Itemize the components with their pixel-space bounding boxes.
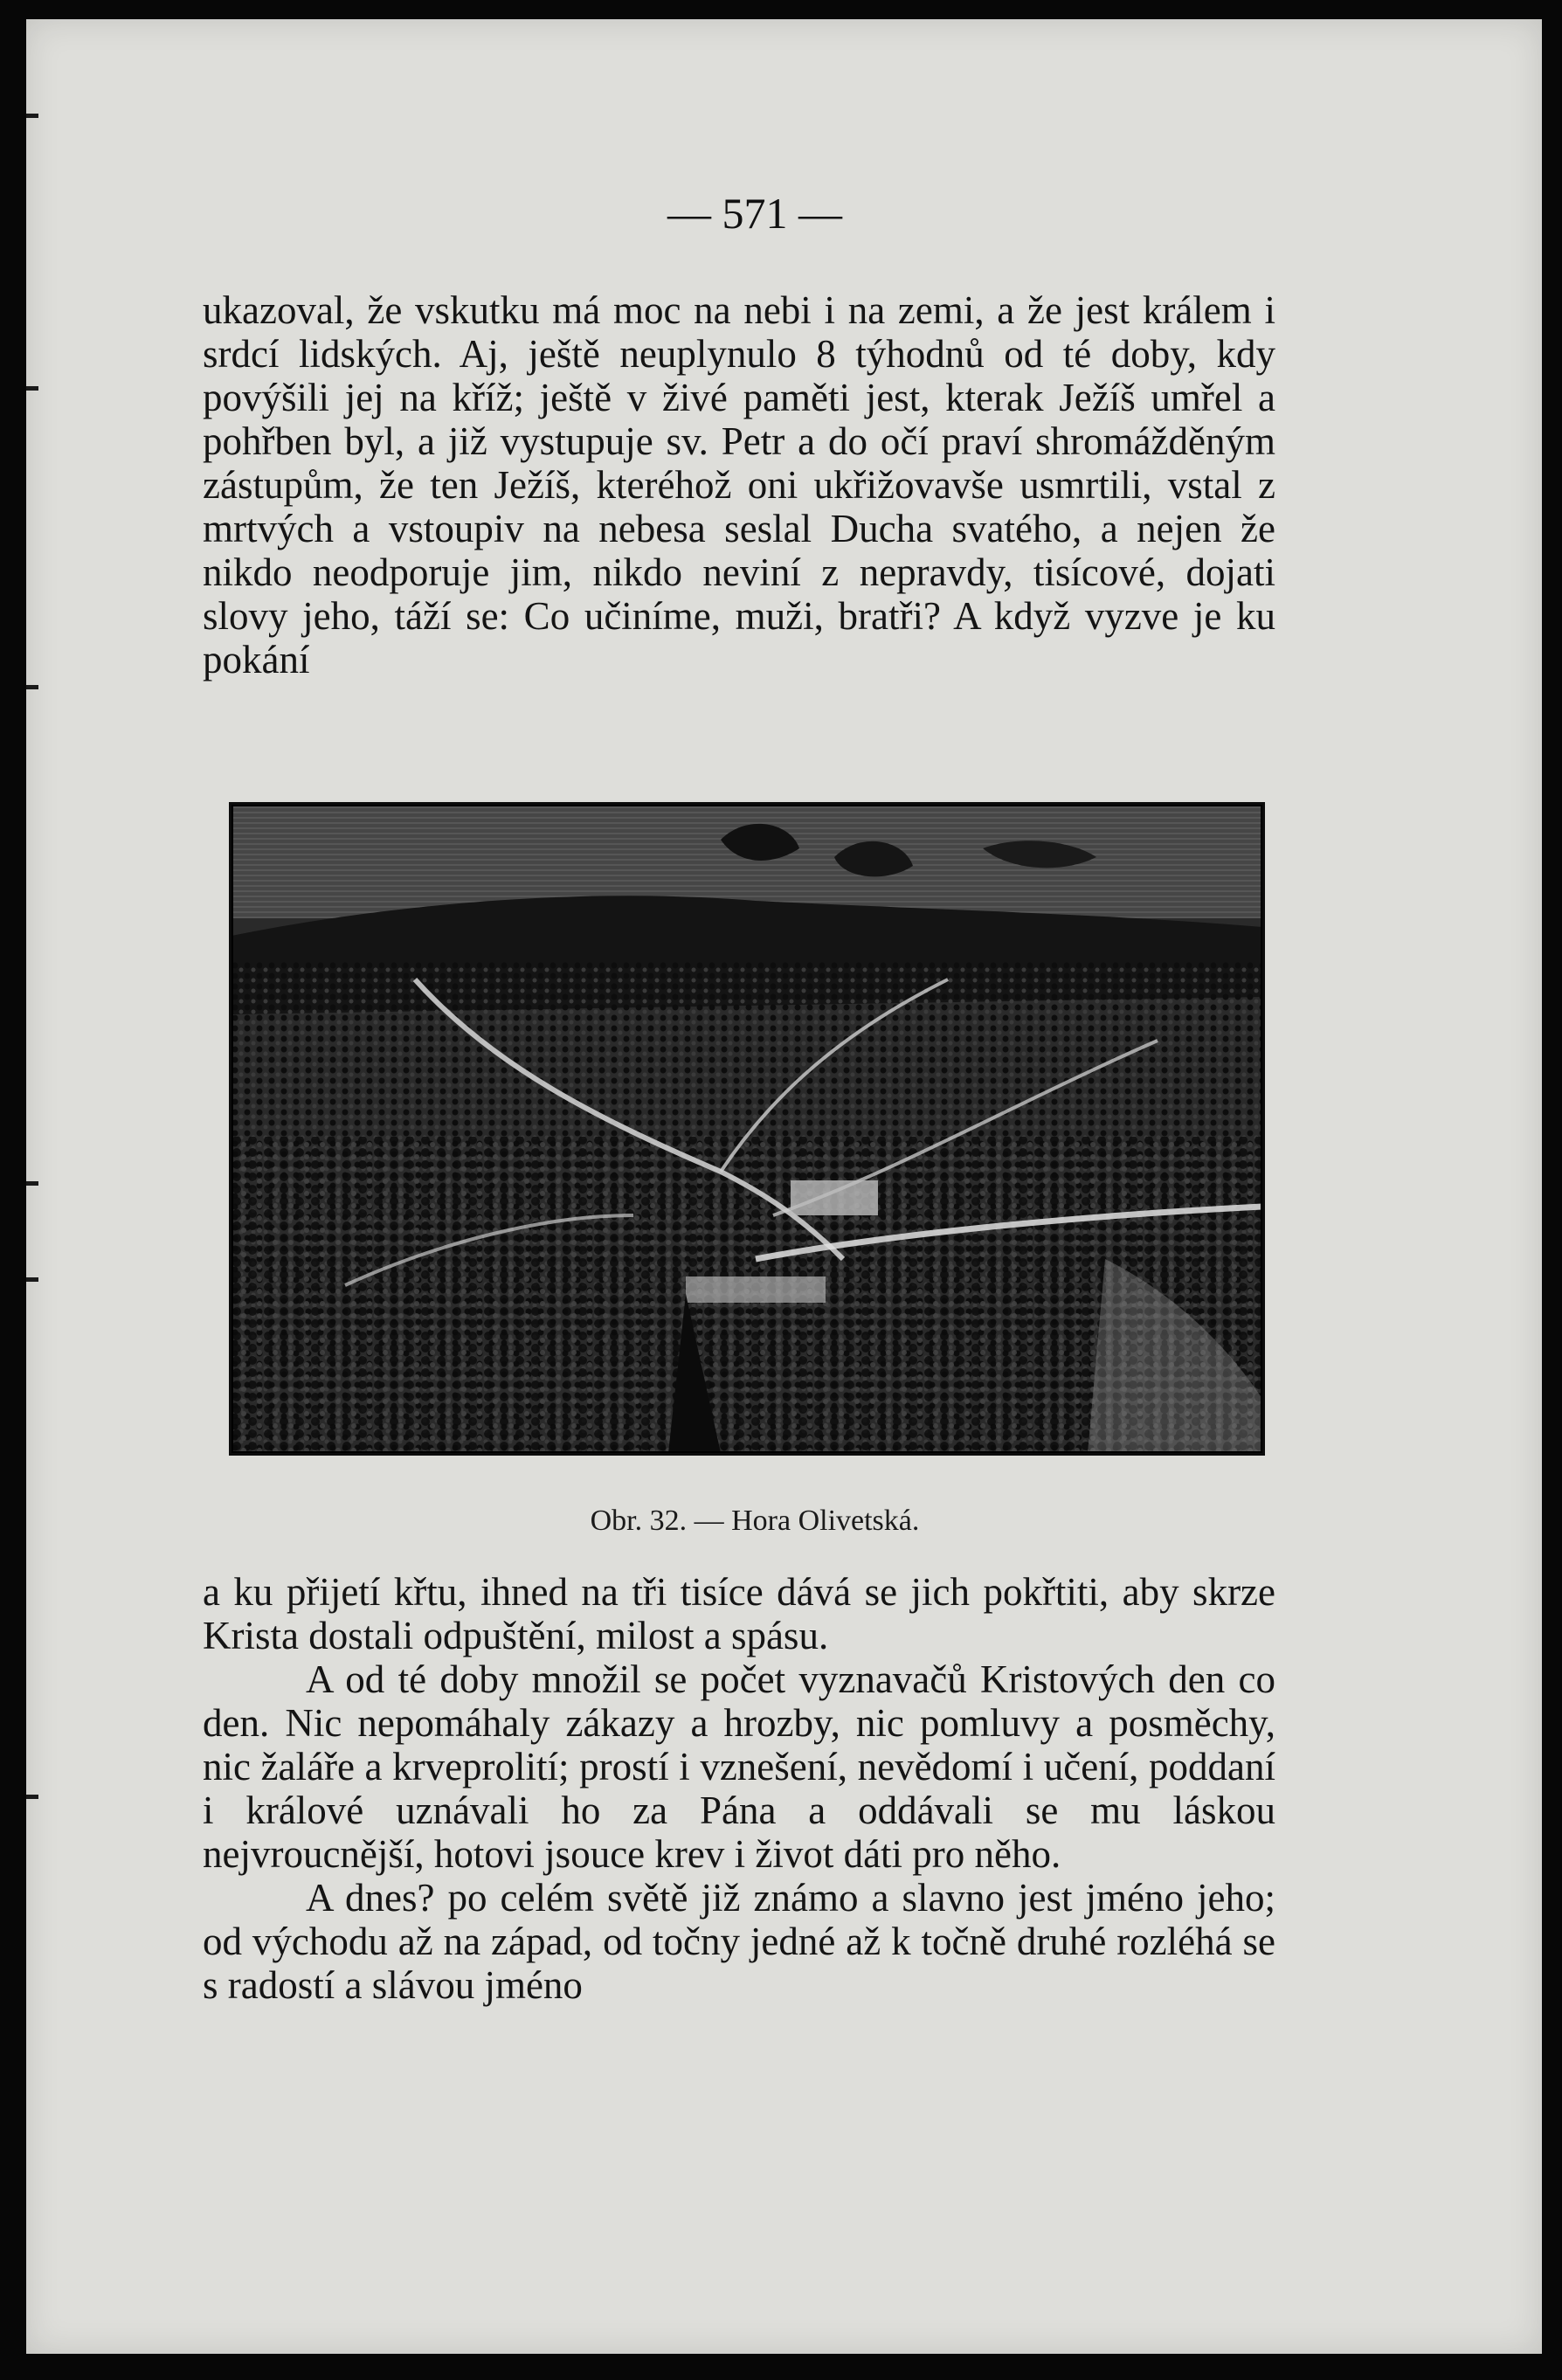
binding-mark <box>26 685 38 689</box>
binding-mark <box>26 114 38 118</box>
paragraph-top: ukazoval, že vskutku má moc na nebi i na zemi, a že jest králem i srdcí lidských. Aj, ještě neuplynulo 8 týhodnů od té doby, kdy povýšili jej na kříž; ještě v živé paměti jest, kterak Ježíš umřel a pohřben byl, a již vystupuje sv. Petr a do očí praví shromážděným zástupům, že ten Ježíš, kteréhož oni ukřižovavše usmrtili, vstal z mrtvých a vstoupiv na nebesa seslal Ducha svatého, a nejen že nikdo neodporuje jim, nikdo neviní z nepravdy, tisícové, dojati slovy jeho, táží se: Co učiníme, muži, bratři? A když vyzve je ku pokání <box>203 288 1275 681</box>
paragraph-continued: a ku přijetí křtu, ihned na tři tisíce dává se jich pokřtiti, aby skrze Krista dostali odpuštění, milost a spásu. <box>203 1570 1275 1657</box>
paragraph-third: A dnes? po celém světě již známo a slavno jest jméno jeho; od východu až na západ, od točny jedné až k točně druhé rozléhá se s radostí a slávou jméno <box>203 1876 1275 2007</box>
figure-caption: Obr. 32. — Hora Olivetská. <box>590 1505 920 1537</box>
binding-mark <box>26 1795 38 1799</box>
figure-mount-of-olives <box>229 802 1265 1456</box>
binding-mark <box>26 1277 38 1282</box>
binding-mark <box>26 386 38 391</box>
body-text-top <box>203 288 1275 681</box>
body-text-bottom <box>203 1570 1275 2007</box>
paragraph-second: A od té doby množil se počet vyznavačů Kristových den co den. Nic nepomáhaly zákazy a hrozby, nic pomluvy a posměchy, nic žaláře a krveprolití; prostí i vznešení, nevědomí i učení, poddaní i králové uznávali ho za Pána a oddávali se mu láskou nejvroucnější, hotovi jsouce krev i život dáti pro něho. <box>203 1657 1275 1876</box>
page-number: — 571 — <box>667 189 842 238</box>
binding-mark <box>26 1181 38 1186</box>
engraving-illustration <box>232 805 1262 1453</box>
